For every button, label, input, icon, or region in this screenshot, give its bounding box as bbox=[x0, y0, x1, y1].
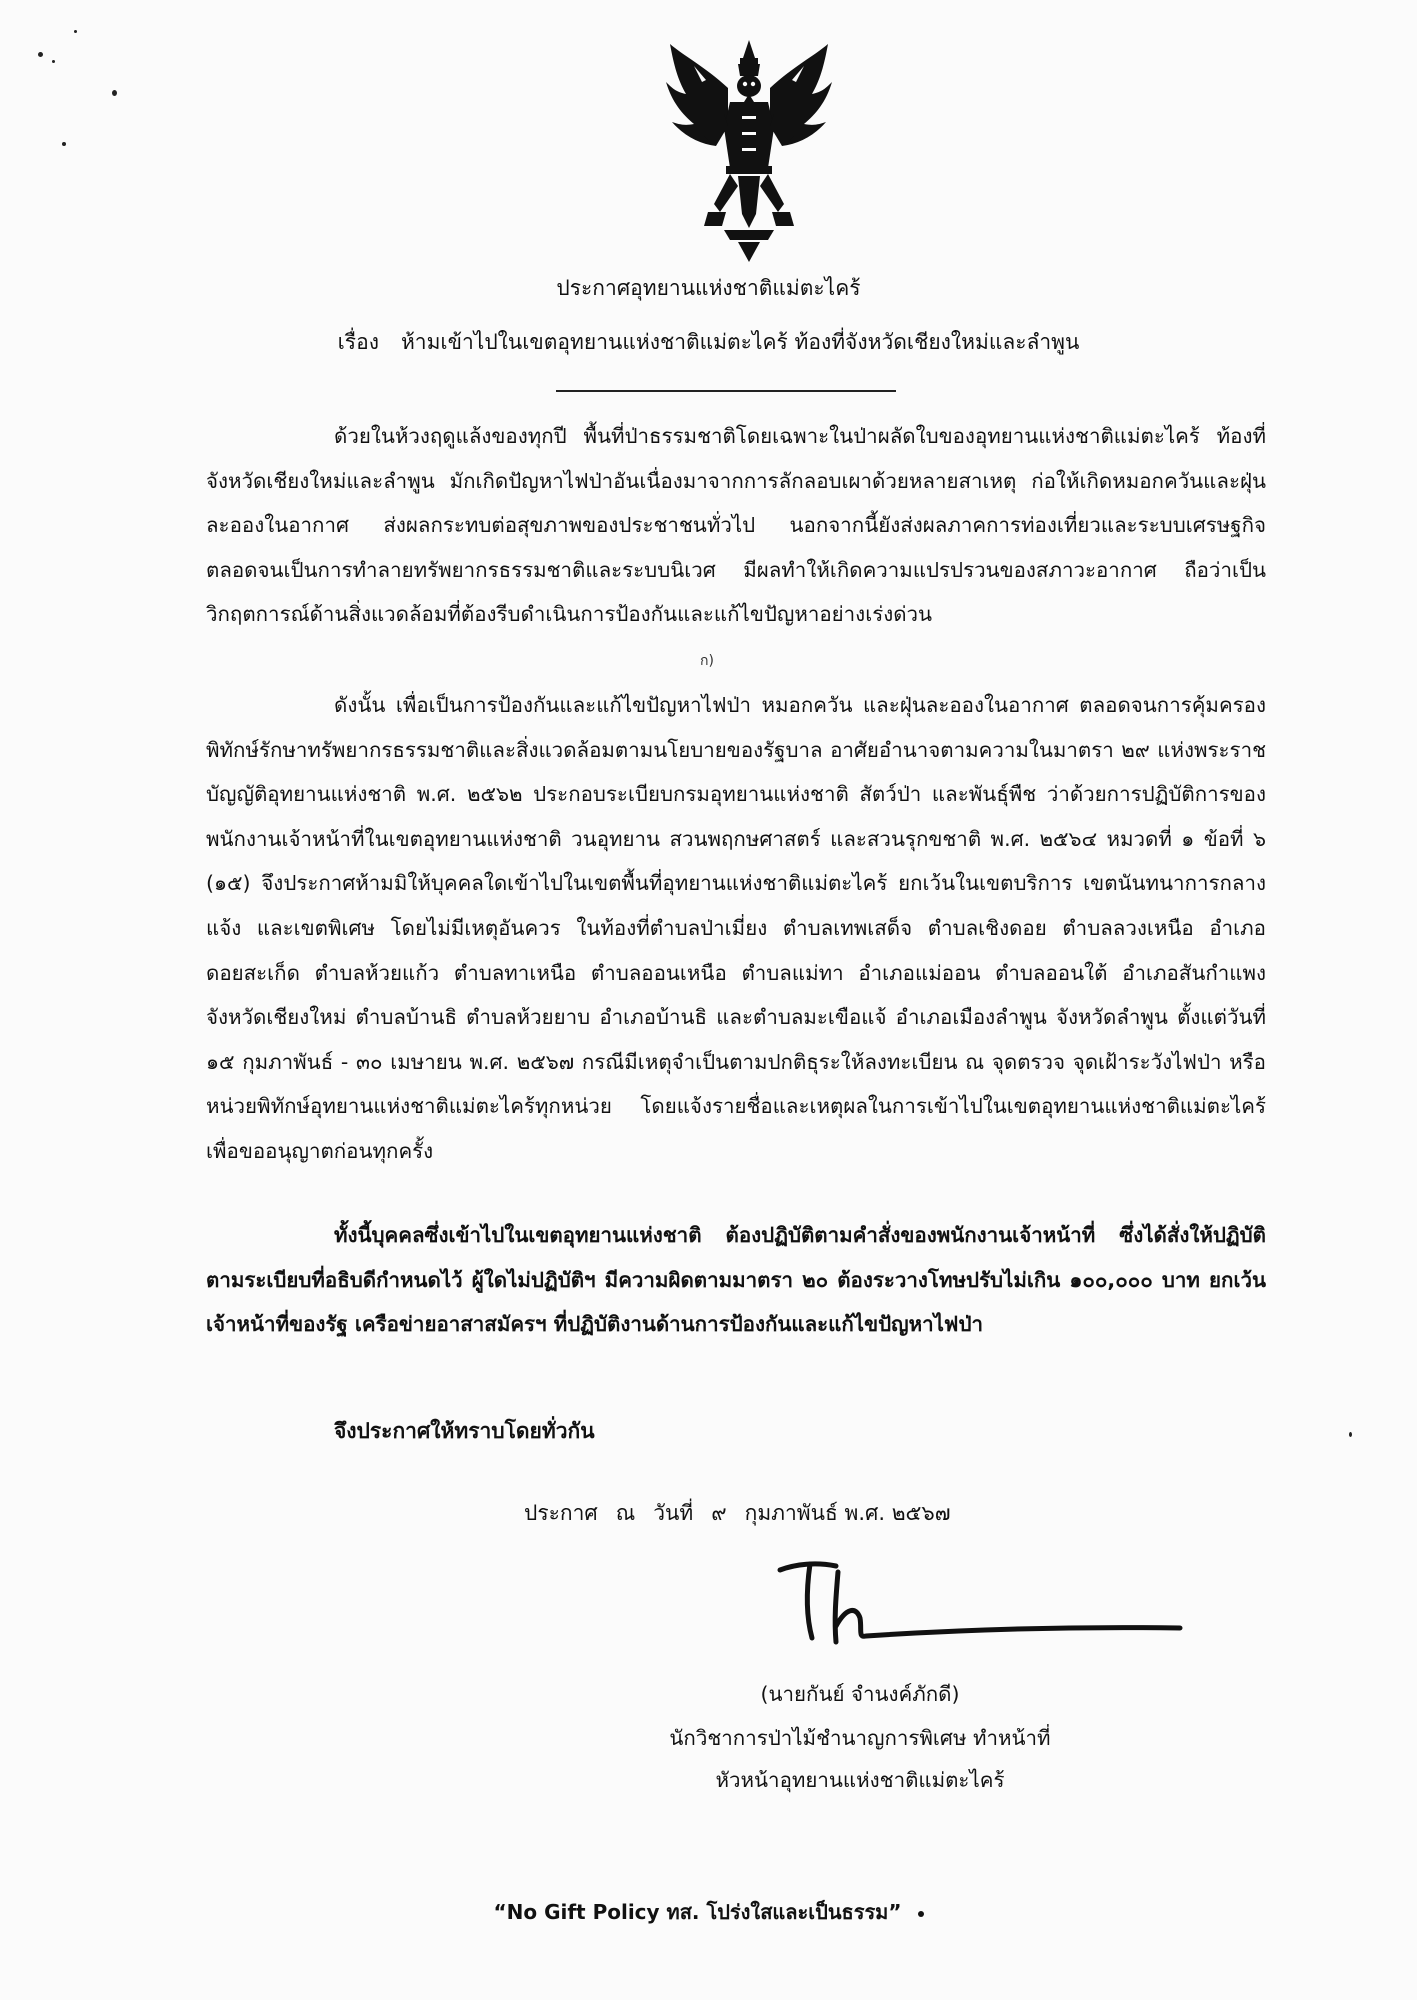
scan-mark: ก) bbox=[700, 653, 714, 669]
paragraph-3 bbox=[206, 1213, 1266, 1347]
scan-speck bbox=[62, 142, 66, 146]
scan-speck bbox=[52, 60, 55, 63]
date-word-day: วันที่ bbox=[653, 1501, 694, 1525]
scan-speck bbox=[38, 52, 43, 57]
footer-dot bbox=[918, 1911, 924, 1917]
subject-text: ห้ามเข้าไปในเขตอุทยานแห่งชาติแม่ตะไคร้ ท้องที่จังหวัดเชียงใหม่และลำพูน bbox=[400, 330, 1080, 354]
date-month-year: กุมภาพันธ์ พ.ศ. ๒๕๖๗ bbox=[744, 1501, 951, 1525]
announcement-subject bbox=[0, 326, 1417, 359]
subject-label: เรื่อง bbox=[337, 330, 379, 354]
scan-speck bbox=[74, 30, 77, 33]
title-divider bbox=[556, 390, 896, 392]
date-day: ๙ bbox=[711, 1501, 727, 1525]
date-word-announce: ประกาศ bbox=[524, 1501, 598, 1525]
scan-speck bbox=[1349, 1432, 1352, 1437]
garuda-emblem-icon bbox=[664, 36, 834, 266]
scan-speck bbox=[112, 90, 117, 96]
paragraph-2-text: ดังนั้น เพื่อเป็นการป้องกันและแก้ไขปัญหาไฟป่า หมอกควัน และฝุ่นละอองในอากาศ ตลอดจนการคุ้มครอง พิทักษ์รักษาทรัพยากรธรรมชาติและสิ่งแวดล้อมตามนโยบายของรัฐบาล อาศัยอำนาจตามความในมาตรา ๒๙ แห่งพระราชบัญญัติอุทยานแห่งชาติ พ.ศ. ๒๕๖๒ ประกอบระเบียบกรมอุทยานแห่งชาติ สัตว์ป่า และพันธุ์พืช ว่าด้วยการปฏิบัติการของพนักงานเจ้าหน้าที่ในเขตอุทยานแห่งชาติ วนอุทยาน สวนพฤกษศาสตร์ และสวนรุกขชาติ พ.ศ. ๒๕๖๔ หมวดที่ ๑ ข้อที่ ๖ (๑๕) จึงประกาศห้ามมิให้บุคคลใดเข้าไปในเขตพื้นที่อุทยานแห่งชาติแม่ตะไคร้ ยกเว้นในเขตบริการ เขตนันทนาการกลางแจ้ง และเขตพิเศษ โดยไม่มีเหตุอันควร ในท้องที่ตำบลป่าเมี่ยง ตำบลเทพเสด็จ ตำบลเชิงดอย ตำบลลวงเหนือ อำเภอดอยสะเก็ด ตำบลห้วยแก้ว ตำบลทาเหนือ ตำบลออนเหนือ ตำบลแม่ทา อำเภอแม่ออน ตำบลออนใต้ อำเภอสันกำแพง จังหวัดเชียงใหม่ ตำบลบ้านธิ ตำบลห้วยยาบ อำเภอบ้านธิ และตำบลมะเขือแจ้ อำเภอเมืองลำพูน จังหวัดลำพูน ตั้งแต่วันที่ ๑๕ กุมภาพันธ์ - ๓๐ เมษายน พ.ศ. ๒๕๖๗ กรณีมีเหตุจำเป็นตามปกติธุระให้ลงทะเบียน ณ จุดตรวจ จุดเฝ้าระวังไฟป่า หรือหน่วยพิทักษ์อุทยานแห่งชาติแม่ตะไคร้ทุกหน่วย โดยแจ้งรายชื่อและเหตุผลในการเข้าไปในเขตอุทยานแห่งชาติแม่ตะไคร้เพื่อขออนุญาตก่อนทุกครั้ง bbox=[206, 693, 1266, 1163]
footer-slogan-text: “No Gift Policy ทส. โปร่งใสและเป็นธรรม” bbox=[493, 1900, 902, 1924]
date-word-at: ณ bbox=[615, 1501, 636, 1525]
paragraph-3-text: ทั้งนี้บุคคลซึ่งเข้าไปในเขตอุทยานแห่งชาติ ต้องปฏิบัติตามคำสั่งของพนักงานเจ้าหน้าที่ ซึ่งได้สั่งให้ปฏิบัติตามระเบียบที่อธิบดีกำหนดไว้ ผู้ใดไม่ปฏิบัติฯ มีความผิดตามมาตรา ๒๐ ต้องระวางโทษปรับไม่เกิน ๑๐๐,๐๐๐ บาท ยกเว้นเจ้าหน้าที่ของรัฐ เครือข่ายอาสาสมัครฯ ที่ปฏิบัติงานด้านการป้องกันและแก้ไขปัญหาไฟป่า bbox=[206, 1223, 1266, 1337]
announcement-title: ประกาศอุทยานแห่งชาติแม่ตะไคร้ bbox=[556, 276, 861, 300]
date-line bbox=[524, 1497, 969, 1530]
paragraph-2 bbox=[206, 683, 1266, 1174]
handwritten-signature-icon bbox=[776, 1552, 1186, 1652]
signatory-name: (นายกันย์ จำนงค์ภักดี) bbox=[760, 1682, 960, 1706]
signatory-office: หัวหน้าอุทยานแห่งชาติแม่ตะไคร้ bbox=[715, 1768, 1005, 1792]
footer-slogan bbox=[0, 1896, 1417, 1928]
closing-line: จึงประกาศให้ทราบโดยทั่วกัน bbox=[334, 1419, 595, 1443]
signatory-position: นักวิชาการป่าไม้ชำนาญการพิเศษ ทำหน้าที่ bbox=[669, 1726, 1051, 1750]
paragraph-1 bbox=[206, 414, 1266, 637]
paragraph-1-text: ด้วยในห้วงฤดูแล้งของทุกปี พื้นที่ป่าธรรมชาติโดยเฉพาะในป่าผลัดใบของอุทยานแห่งชาติแม่ตะไคร้ ท้องที่จังหวัดเชียงใหม่และลำพูน มักเกิดปัญหาไฟป่าอันเนื่องมาจากการลักลอบเผาด้วยหลายสาเหตุ ก่อให้เกิดหมอกควันและฝุ่นละอองในอากาศ ส่งผลกระทบต่อสุขภาพของประชาชนทั่วไป นอกจากนี้ยังส่งผลภาคการท่องเที่ยวและระบบเศรษฐกิจ ตลอดจนเป็นการทำลายทรัพยากรธรรมชาติและระบบนิเวศ มีผลทำให้เกิดความแปรปรวนของสภาวะอากาศ ถือว่าเป็นวิกฤตการณ์ด้านสิ่งแวดล้อมที่ต้องรีบดำเนินการป้องกันและแก้ไขปัญหาอย่างเร่งด่วน bbox=[206, 424, 1266, 627]
